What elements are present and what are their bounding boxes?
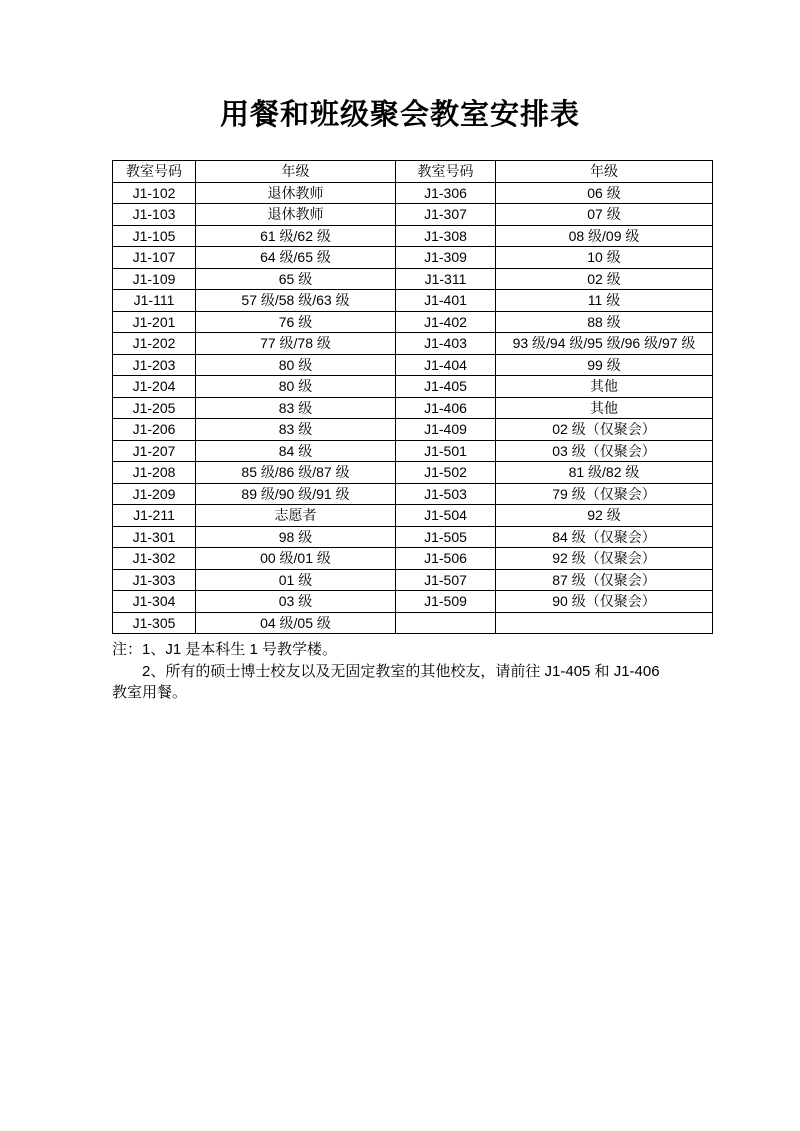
table-cell: 92 级 (496, 505, 713, 527)
table-cell: J1-204 (113, 376, 196, 398)
table-cell: J1-409 (396, 419, 496, 441)
table-cell: J1-509 (396, 591, 496, 613)
table-cell: J1-502 (396, 462, 496, 484)
table-cell (496, 612, 713, 634)
table-row (113, 591, 713, 613)
table-header (113, 161, 713, 183)
table-cell: 83 级 (196, 419, 396, 441)
header-grade-right: 年级 (496, 161, 713, 183)
table-cell: 57 级/58 级/63 级 (196, 290, 396, 312)
page-title: 用餐和班级聚会教室安排表 (219, 99, 580, 131)
table-row (113, 376, 713, 398)
table-cell: J1-207 (113, 440, 196, 462)
table-cell: J1-302 (113, 548, 196, 570)
table-cell: 07 级 (496, 204, 713, 226)
header-room-number-left: 教室号码 (113, 161, 196, 183)
table-row (113, 612, 713, 634)
table-cell: J1-311 (396, 268, 496, 290)
table-cell: J1-403 (396, 333, 496, 355)
table-row (113, 483, 713, 505)
table-cell: 64 级/65 级 (196, 247, 396, 269)
table-cell: 80 级 (196, 376, 396, 398)
table-cell: J1-107 (113, 247, 196, 269)
table-cell: J1-109 (113, 268, 196, 290)
table-row (113, 182, 713, 204)
table-row (113, 526, 713, 548)
note-line-1: 注：1、J1 是本科生 1 号教学楼。 (112, 641, 338, 658)
table-cell: 01 级 (196, 569, 396, 591)
table-cell: J1-501 (396, 440, 496, 462)
table-row (113, 333, 713, 355)
table-cell: 87 级（仅聚会） (496, 569, 713, 591)
table-row (113, 548, 713, 570)
note-line-3: 教室用餐。 (112, 684, 188, 701)
table-cell: J1-206 (113, 419, 196, 441)
table-cell: J1-203 (113, 354, 196, 376)
table-cell: J1-301 (113, 526, 196, 548)
table-cell: 退休教师 (196, 204, 396, 226)
table-cell: 85 级/86 级/87 级 (196, 462, 396, 484)
table-row (113, 311, 713, 333)
table-cell: J1-507 (396, 569, 496, 591)
table-cell: J1-309 (396, 247, 496, 269)
table-row (113, 247, 713, 269)
table-cell: J1-105 (113, 225, 196, 247)
table-cell: J1-102 (113, 182, 196, 204)
table-row (113, 290, 713, 312)
table-cell: 81 级/82 级 (496, 462, 713, 484)
table-cell: 77 级/78 级 (196, 333, 396, 355)
table-cell: J1-211 (113, 505, 196, 527)
table-body (113, 182, 713, 634)
table-cell: 76 级 (196, 311, 396, 333)
table-cell: J1-111 (113, 290, 196, 312)
table-cell: J1-505 (396, 526, 496, 548)
table-row (113, 225, 713, 247)
table-cell: 03 级（仅聚会） (496, 440, 713, 462)
note-line-2: 2、所有的硕士博士校友以及无固定教室的其他校友，请前往 J1-405 和 J1-406 (142, 662, 660, 680)
table-row (113, 354, 713, 376)
table-cell: 志愿者 (196, 505, 396, 527)
table-cell: J1-305 (113, 612, 196, 634)
table-cell: J1-404 (396, 354, 496, 376)
table-cell: J1-304 (113, 591, 196, 613)
table-cell: 03 级 (196, 591, 396, 613)
table-row (113, 440, 713, 462)
table-cell: 其他 (496, 376, 713, 398)
table-header-row (113, 161, 713, 183)
table-cell: J1-201 (113, 311, 196, 333)
classroom-assignment-table (112, 160, 713, 634)
table-cell: 80 级 (196, 354, 396, 376)
table-row (113, 569, 713, 591)
table-cell: 61 级/62 级 (196, 225, 396, 247)
header-grade-left: 年级 (196, 161, 396, 183)
table-cell: 02 级（仅聚会） (496, 419, 713, 441)
table-cell: 90 级（仅聚会） (496, 591, 713, 613)
table-row (113, 204, 713, 226)
table-row (113, 268, 713, 290)
table-cell: J1-202 (113, 333, 196, 355)
table-cell: 06 级 (496, 182, 713, 204)
table-cell: 10 级 (496, 247, 713, 269)
table-cell: J1-504 (396, 505, 496, 527)
table-cell: 92 级（仅聚会） (496, 548, 713, 570)
table-cell: J1-307 (396, 204, 496, 226)
table-cell: 83 级 (196, 397, 396, 419)
table-cell: 88 级 (496, 311, 713, 333)
table-cell: J1-402 (396, 311, 496, 333)
table-cell: 98 级 (196, 526, 396, 548)
table-cell: 11 级 (496, 290, 713, 312)
table-cell: J1-303 (113, 569, 196, 591)
table-row (113, 505, 713, 527)
table-cell: 04 级/05 级 (196, 612, 396, 634)
table-cell: 退休教师 (196, 182, 396, 204)
table-row (113, 419, 713, 441)
table-cell: J1-405 (396, 376, 496, 398)
table-cell: J1-208 (113, 462, 196, 484)
table-row (113, 397, 713, 419)
table-cell: 00 级/01 级 (196, 548, 396, 570)
table-cell: J1-506 (396, 548, 496, 570)
table-cell: J1-308 (396, 225, 496, 247)
table-cell: 65 级 (196, 268, 396, 290)
table-cell: J1-406 (396, 397, 496, 419)
table-cell: 84 级（仅聚会） (496, 526, 713, 548)
table-cell: J1-306 (396, 182, 496, 204)
table-cell: 99 级 (496, 354, 713, 376)
table-cell: 其他 (496, 397, 713, 419)
table-cell (396, 612, 496, 634)
table-cell: J1-503 (396, 483, 496, 505)
table-cell: 02 级 (496, 268, 713, 290)
table-cell: J1-103 (113, 204, 196, 226)
table-cell: 84 级 (196, 440, 396, 462)
table-row (113, 462, 713, 484)
table-cell: J1-209 (113, 483, 196, 505)
header-room-number-right: 教室号码 (396, 161, 496, 183)
table-cell: J1-401 (396, 290, 496, 312)
table-cell: 93 级/94 级/95 级/96 级/97 级 (496, 333, 713, 355)
table-cell: 89 级/90 级/91 级 (196, 483, 396, 505)
table-cell: 79 级（仅聚会） (496, 483, 713, 505)
table-cell: J1-205 (113, 397, 196, 419)
table-cell: 08 级/09 级 (496, 225, 713, 247)
footnotes (112, 639, 716, 704)
